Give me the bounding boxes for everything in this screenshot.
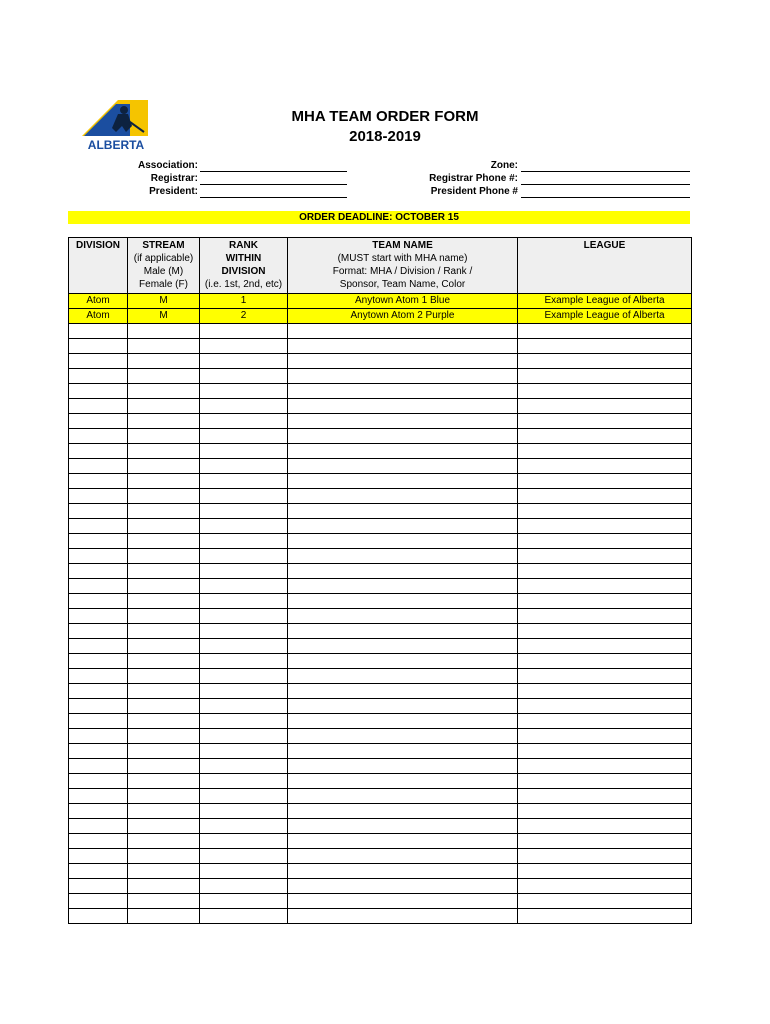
cell-rank[interactable]: [200, 579, 288, 594]
cell-stream[interactable]: [128, 684, 200, 699]
cell-team[interactable]: [288, 384, 518, 399]
cell-division[interactable]: [69, 714, 128, 729]
cell-league[interactable]: [518, 414, 692, 429]
cell-rank[interactable]: [200, 474, 288, 489]
header-rank: [200, 238, 288, 294]
cell-league[interactable]: [518, 684, 692, 699]
example-cell-team: Anytown Atom 1 Blue: [288, 294, 518, 309]
example-row: [69, 294, 692, 309]
table-row: [69, 564, 692, 579]
table-row: [69, 879, 692, 894]
table-row: [69, 399, 692, 414]
cell-stream[interactable]: [128, 429, 200, 444]
registrar-phone-label-wrap: [380, 172, 518, 185]
cell-stream[interactable]: [128, 564, 200, 579]
cell-league[interactable]: [518, 744, 692, 759]
cell-rank[interactable]: [200, 804, 288, 819]
cell-league[interactable]: [518, 504, 692, 519]
cell-division[interactable]: [69, 474, 128, 489]
cell-team[interactable]: [288, 399, 518, 414]
cell-team[interactable]: [288, 834, 518, 849]
cell-team[interactable]: [288, 699, 518, 714]
zone-label-wrap: [380, 159, 518, 172]
header-stream-line: (if applicable): [133, 253, 194, 264]
association-label-wrap: [60, 159, 198, 172]
president-label: President:: [149, 186, 198, 197]
table-row: [69, 834, 692, 849]
cell-division[interactable]: [69, 504, 128, 519]
cell-league[interactable]: [518, 729, 692, 744]
cell-team[interactable]: [288, 549, 518, 564]
table-row: [69, 699, 692, 714]
cell-team[interactable]: [288, 654, 518, 669]
registrar-label-wrap: [60, 172, 198, 185]
president-phone-field[interactable]: [521, 185, 690, 198]
cell-league[interactable]: [518, 864, 692, 879]
header-team-line: Sponsor, Team Name, Color: [339, 279, 466, 290]
cell-rank[interactable]: [200, 354, 288, 369]
cell-rank[interactable]: [200, 549, 288, 564]
table-row: [69, 384, 692, 399]
cell-rank[interactable]: [200, 369, 288, 384]
cell-division[interactable]: [69, 834, 128, 849]
table-row: [69, 489, 692, 504]
example-cell-league: Example League of Alberta: [518, 294, 692, 309]
cell-team[interactable]: [288, 534, 518, 549]
registrar-field[interactable]: [200, 172, 347, 185]
cell-rank[interactable]: [200, 819, 288, 834]
cell-rank[interactable]: [200, 744, 288, 759]
cell-division[interactable]: [69, 519, 128, 534]
cell-division[interactable]: [69, 399, 128, 414]
cell-league[interactable]: [518, 579, 692, 594]
table-row: [69, 609, 692, 624]
header-stream: [128, 238, 200, 294]
cell-stream[interactable]: [128, 669, 200, 684]
table-row: [69, 639, 692, 654]
table-row: [69, 789, 692, 804]
cell-rank[interactable]: [200, 669, 288, 684]
cell-league[interactable]: [518, 639, 692, 654]
cell-rank[interactable]: [200, 459, 288, 474]
cell-rank[interactable]: [200, 909, 288, 924]
table-row: [69, 849, 692, 864]
cell-team[interactable]: [288, 504, 518, 519]
table-row: [69, 759, 692, 774]
table-row: [69, 339, 692, 354]
cell-division[interactable]: [69, 459, 128, 474]
header-team-line: TEAM NAME: [372, 240, 433, 251]
example-cell-division: Atom: [69, 309, 128, 324]
cell-stream[interactable]: [128, 699, 200, 714]
cell-division[interactable]: [69, 669, 128, 684]
cell-league[interactable]: [518, 879, 692, 894]
cell-team[interactable]: [288, 339, 518, 354]
cell-team[interactable]: [288, 414, 518, 429]
table-row: [69, 474, 692, 489]
registrar-phone-field[interactable]: [521, 172, 690, 185]
cell-division[interactable]: [69, 384, 128, 399]
cell-stream[interactable]: [128, 354, 200, 369]
cell-team[interactable]: [288, 429, 518, 444]
cell-league[interactable]: [518, 849, 692, 864]
cell-rank[interactable]: [200, 699, 288, 714]
cell-league[interactable]: [518, 759, 692, 774]
cell-team[interactable]: [288, 714, 518, 729]
cell-stream[interactable]: [128, 909, 200, 924]
cell-stream[interactable]: [128, 414, 200, 429]
cell-stream[interactable]: [128, 324, 200, 339]
cell-division[interactable]: [69, 654, 128, 669]
cell-division[interactable]: [69, 684, 128, 699]
cell-team[interactable]: [288, 744, 518, 759]
cell-stream[interactable]: [128, 489, 200, 504]
table-row: [69, 414, 692, 429]
table-row: [69, 369, 692, 384]
cell-rank[interactable]: [200, 594, 288, 609]
cell-division[interactable]: [69, 564, 128, 579]
hockey-player-logo-icon: [78, 96, 154, 154]
example-cell-rank: 2: [200, 309, 288, 324]
example-cell-stream: M: [128, 294, 200, 309]
cell-stream[interactable]: [128, 834, 200, 849]
table-row: [69, 594, 692, 609]
cell-rank[interactable]: [200, 489, 288, 504]
cell-stream[interactable]: [128, 759, 200, 774]
cell-league[interactable]: [518, 804, 692, 819]
cell-league[interactable]: [518, 699, 692, 714]
header-rank-line: DIVISION: [221, 266, 266, 277]
cell-league[interactable]: [518, 594, 692, 609]
cell-rank[interactable]: [200, 504, 288, 519]
cell-division[interactable]: [69, 894, 128, 909]
cell-stream[interactable]: [128, 714, 200, 729]
cell-league[interactable]: [518, 564, 692, 579]
table-row: [69, 519, 692, 534]
table-row: [69, 444, 692, 459]
association-label: Association:: [137, 160, 198, 171]
cell-division[interactable]: [69, 804, 128, 819]
cell-division[interactable]: [69, 624, 128, 639]
cell-team[interactable]: [288, 594, 518, 609]
cell-stream[interactable]: [128, 609, 200, 624]
cell-stream[interactable]: [128, 789, 200, 804]
cell-division[interactable]: [69, 594, 128, 609]
cell-stream[interactable]: [128, 639, 200, 654]
cell-stream[interactable]: [128, 894, 200, 909]
cell-league[interactable]: [518, 369, 692, 384]
cell-rank[interactable]: [200, 849, 288, 864]
cell-stream[interactable]: [128, 549, 200, 564]
cell-division[interactable]: [69, 534, 128, 549]
cell-rank[interactable]: [200, 834, 288, 849]
cell-team[interactable]: [288, 564, 518, 579]
cell-stream[interactable]: [128, 369, 200, 384]
cell-division[interactable]: [69, 879, 128, 894]
cell-team[interactable]: [288, 819, 518, 834]
cell-stream[interactable]: [128, 384, 200, 399]
cell-division[interactable]: [69, 789, 128, 804]
header-team-line: Format: MHA / Division / Rank /: [332, 266, 473, 277]
cell-division[interactable]: [69, 429, 128, 444]
cell-stream[interactable]: [128, 804, 200, 819]
cell-division[interactable]: [69, 774, 128, 789]
cell-division[interactable]: [69, 444, 128, 459]
cell-rank[interactable]: [200, 654, 288, 669]
cell-team[interactable]: [288, 354, 518, 369]
cell-stream[interactable]: [128, 879, 200, 894]
cell-team[interactable]: [288, 444, 518, 459]
cell-stream[interactable]: [128, 819, 200, 834]
cell-team[interactable]: [288, 519, 518, 534]
cell-league[interactable]: [518, 834, 692, 849]
table-row: [69, 684, 692, 699]
cell-league[interactable]: [518, 789, 692, 804]
cell-rank[interactable]: [200, 519, 288, 534]
cell-stream[interactable]: [128, 444, 200, 459]
table-row: [69, 579, 692, 594]
cell-division[interactable]: [69, 609, 128, 624]
cell-league[interactable]: [518, 519, 692, 534]
cell-league[interactable]: [518, 339, 692, 354]
cell-stream[interactable]: [128, 594, 200, 609]
cell-rank[interactable]: [200, 324, 288, 339]
cell-division[interactable]: [69, 324, 128, 339]
table-row: [69, 504, 692, 519]
zone-field[interactable]: [521, 159, 690, 172]
table-row: [69, 804, 692, 819]
cell-division[interactable]: [69, 579, 128, 594]
cell-league[interactable]: [518, 384, 692, 399]
cell-team[interactable]: [288, 669, 518, 684]
cell-league[interactable]: [518, 324, 692, 339]
header-stream-line: STREAM: [142, 240, 185, 251]
cell-team[interactable]: [288, 774, 518, 789]
logo-text: ALBERTA: [87, 138, 145, 152]
cell-division[interactable]: [69, 369, 128, 384]
cell-rank[interactable]: [200, 894, 288, 909]
table-row: [69, 714, 692, 729]
example-cell-stream: M: [128, 309, 200, 324]
cell-rank[interactable]: [200, 879, 288, 894]
cell-stream[interactable]: [128, 519, 200, 534]
cell-rank[interactable]: [200, 444, 288, 459]
header-stream-line: Female (F): [139, 279, 188, 290]
table-row: [69, 654, 692, 669]
table-row: [69, 729, 692, 744]
cell-division[interactable]: [69, 759, 128, 774]
header-league: [518, 238, 692, 294]
team-order-table: [68, 237, 692, 924]
cell-team[interactable]: [288, 759, 518, 774]
cell-division[interactable]: [69, 549, 128, 564]
cell-stream[interactable]: [128, 579, 200, 594]
cell-division[interactable]: [69, 639, 128, 654]
cell-league[interactable]: [518, 444, 692, 459]
cell-league[interactable]: [518, 669, 692, 684]
president-phone-label-wrap: [380, 185, 518, 198]
cell-stream[interactable]: [128, 849, 200, 864]
header-rank-line: RANK: [229, 240, 258, 251]
cell-league[interactable]: [518, 474, 692, 489]
cell-league[interactable]: [518, 774, 692, 789]
table-row: [69, 819, 692, 834]
cell-league[interactable]: [518, 459, 692, 474]
cell-team[interactable]: [288, 459, 518, 474]
cell-stream[interactable]: [128, 654, 200, 669]
cell-team[interactable]: [288, 639, 518, 654]
example-row: [69, 309, 692, 324]
cell-stream[interactable]: [128, 534, 200, 549]
cell-stream[interactable]: [128, 474, 200, 489]
table-row: [69, 894, 692, 909]
president-label-wrap: [60, 185, 198, 198]
cell-team[interactable]: [288, 684, 518, 699]
cell-team[interactable]: [288, 879, 518, 894]
cell-team[interactable]: [288, 894, 518, 909]
cell-league[interactable]: [518, 609, 692, 624]
cell-league[interactable]: [518, 894, 692, 909]
cell-league[interactable]: [518, 534, 692, 549]
example-cell-league: Example League of Alberta: [518, 309, 692, 324]
table-row: [69, 909, 692, 924]
table-row: [69, 549, 692, 564]
table-row: [69, 624, 692, 639]
table-row: [69, 459, 692, 474]
cell-rank[interactable]: [200, 774, 288, 789]
cell-league[interactable]: [518, 654, 692, 669]
cell-division[interactable]: [69, 819, 128, 834]
header-rank-line: (i.e. 1st, 2nd, etc): [204, 279, 283, 290]
cell-team[interactable]: [288, 624, 518, 639]
cell-rank[interactable]: [200, 609, 288, 624]
cell-rank[interactable]: [200, 639, 288, 654]
cell-rank[interactable]: [200, 564, 288, 579]
registrar-phone-label: Registrar Phone #:: [429, 173, 518, 184]
cell-stream[interactable]: [128, 339, 200, 354]
association-field[interactable]: [200, 159, 347, 172]
cell-division[interactable]: [69, 339, 128, 354]
table-row: [69, 744, 692, 759]
cell-league[interactable]: [518, 354, 692, 369]
header-division-line: DIVISION: [76, 240, 120, 251]
zone-label: Zone:: [490, 160, 518, 171]
header-rank-line: WITHIN: [225, 253, 262, 264]
cell-division[interactable]: [69, 414, 128, 429]
cell-rank[interactable]: [200, 729, 288, 744]
cell-team[interactable]: [288, 579, 518, 594]
cell-rank[interactable]: [200, 684, 288, 699]
cell-rank[interactable]: [200, 399, 288, 414]
cell-team[interactable]: [288, 864, 518, 879]
cell-stream[interactable]: [128, 744, 200, 759]
cell-team[interactable]: [288, 909, 518, 924]
header-division: [69, 238, 128, 294]
table-row: [69, 669, 692, 684]
cell-league[interactable]: [518, 429, 692, 444]
table-body: [69, 294, 692, 924]
cell-team[interactable]: [288, 369, 518, 384]
cell-rank[interactable]: [200, 534, 288, 549]
cell-league[interactable]: [518, 819, 692, 834]
order-deadline-banner: ORDER DEADLINE: OCTOBER 15: [68, 211, 690, 224]
cell-division[interactable]: [69, 489, 128, 504]
cell-stream[interactable]: [128, 504, 200, 519]
example-cell-division: Atom: [69, 294, 128, 309]
header-league-line: LEAGUE: [583, 240, 626, 251]
example-cell-rank: 1: [200, 294, 288, 309]
cell-team[interactable]: [288, 489, 518, 504]
president-field[interactable]: [200, 185, 347, 198]
cell-stream[interactable]: [128, 729, 200, 744]
form-title: MHA TEAM ORDER FORM: [291, 108, 479, 125]
cell-rank[interactable]: [200, 624, 288, 639]
cell-team[interactable]: [288, 324, 518, 339]
cell-team[interactable]: [288, 804, 518, 819]
president-phone-label: President Phone #: [430, 186, 518, 197]
cell-league[interactable]: [518, 909, 692, 924]
form-season: 2018-2019: [349, 128, 421, 145]
cell-division[interactable]: [69, 849, 128, 864]
table-row: [69, 774, 692, 789]
table-row: [69, 534, 692, 549]
table-row: [69, 354, 692, 369]
cell-division[interactable]: [69, 744, 128, 759]
cell-team[interactable]: [288, 849, 518, 864]
cell-division[interactable]: [69, 699, 128, 714]
cell-team[interactable]: [288, 789, 518, 804]
table-row: [69, 864, 692, 879]
table-row: [69, 429, 692, 444]
header-team-line: (MUST start with MHA name): [337, 253, 468, 264]
cell-rank[interactable]: [200, 789, 288, 804]
cell-rank[interactable]: [200, 384, 288, 399]
cell-stream[interactable]: [128, 399, 200, 414]
cell-stream[interactable]: [128, 459, 200, 474]
cell-division[interactable]: [69, 354, 128, 369]
registrar-label: Registrar:: [150, 173, 198, 184]
cell-division[interactable]: [69, 729, 128, 744]
cell-stream[interactable]: [128, 864, 200, 879]
cell-league[interactable]: [518, 549, 692, 564]
cell-stream[interactable]: [128, 624, 200, 639]
alberta-logo: [78, 96, 154, 154]
cell-rank[interactable]: [200, 414, 288, 429]
cell-division[interactable]: [69, 909, 128, 924]
header-team-name: [288, 238, 518, 294]
cell-team[interactable]: [288, 609, 518, 624]
cell-league[interactable]: [518, 399, 692, 414]
example-cell-team: Anytown Atom 2 Purple: [288, 309, 518, 324]
table-header-row: [69, 238, 692, 294]
cell-league[interactable]: [518, 624, 692, 639]
header-stream-line: Male (M): [143, 266, 184, 277]
cell-team[interactable]: [288, 474, 518, 489]
cell-team[interactable]: [288, 729, 518, 744]
cell-league[interactable]: [518, 489, 692, 504]
cell-division[interactable]: [69, 864, 128, 879]
cell-rank[interactable]: [200, 759, 288, 774]
cell-rank[interactable]: [200, 429, 288, 444]
cell-rank[interactable]: [200, 864, 288, 879]
table-row: [69, 324, 692, 339]
cell-stream[interactable]: [128, 774, 200, 789]
cell-league[interactable]: [518, 714, 692, 729]
cell-rank[interactable]: [200, 714, 288, 729]
cell-rank[interactable]: [200, 339, 288, 354]
